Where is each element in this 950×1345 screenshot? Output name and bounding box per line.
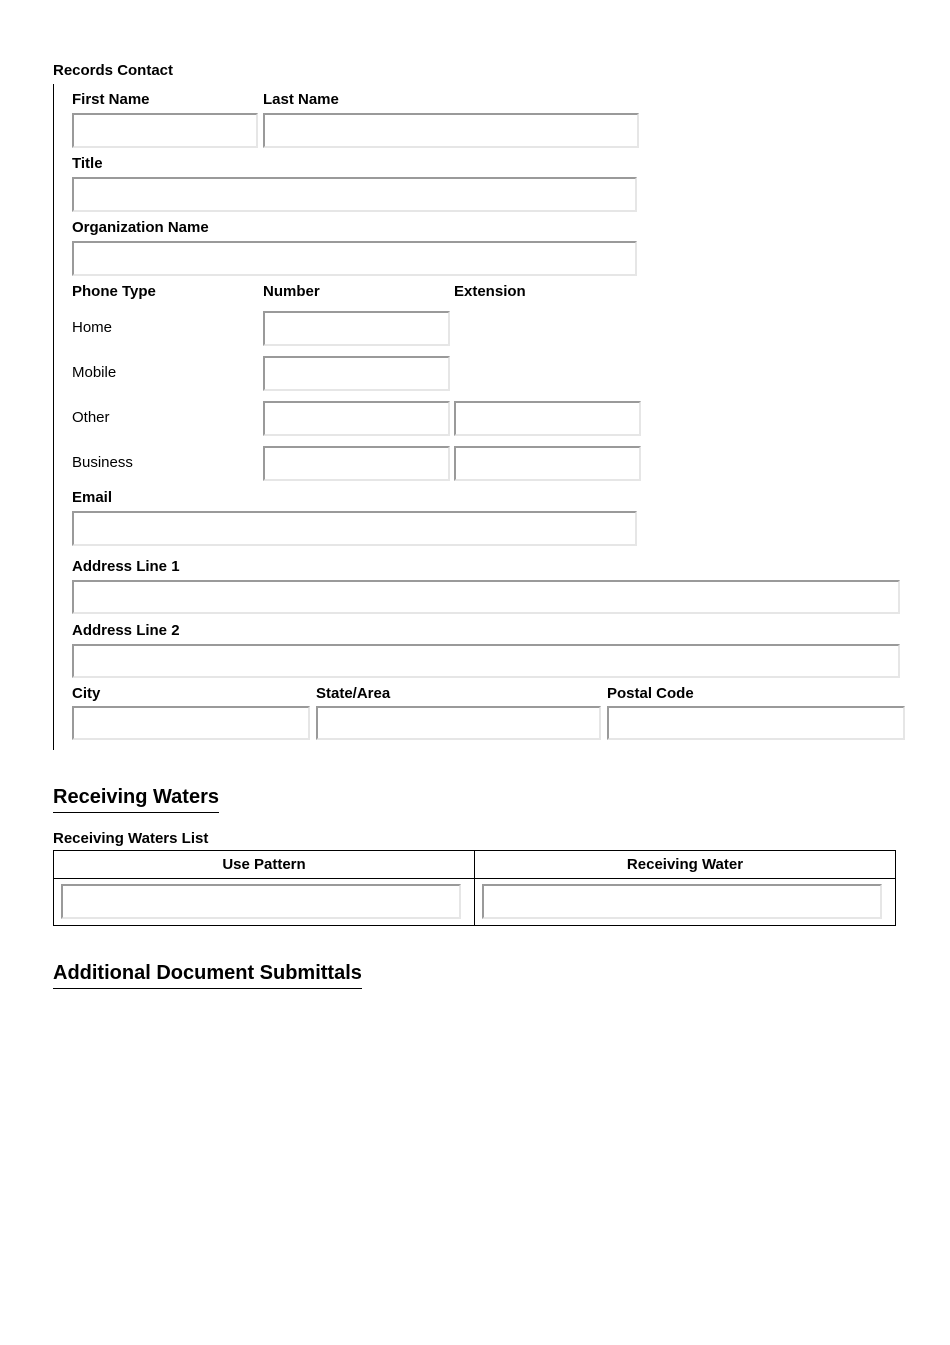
organization-name-input[interactable]: [72, 241, 637, 276]
first-name-label: First Name: [72, 91, 150, 108]
business-number-input[interactable]: [263, 446, 450, 481]
state-area-label: State/Area: [316, 685, 391, 702]
postal-code-input[interactable]: [607, 706, 905, 740]
home-number-input[interactable]: [263, 311, 450, 346]
phone-type-home: Home: [72, 319, 113, 336]
table-header-row: [54, 851, 896, 879]
receiving-water-cell: [475, 879, 896, 926]
records-contact-title: Records Contact: [53, 62, 174, 79]
first-name-input[interactable]: [72, 113, 258, 148]
address-line-2-label: Address Line 2: [72, 622, 180, 639]
receiving-waters-heading: Receiving Waters: [53, 785, 219, 813]
number-label: Number: [263, 283, 320, 300]
receiving-water-input[interactable]: [482, 884, 882, 919]
mobile-number-input[interactable]: [263, 356, 450, 391]
use-pattern-cell: [54, 879, 475, 926]
phone-type-other: Other: [72, 409, 110, 426]
address-line-2-input[interactable]: [72, 644, 900, 678]
email-input[interactable]: [72, 511, 637, 546]
additional-documents-heading: Additional Document Submittals: [53, 961, 362, 989]
title-input[interactable]: [72, 177, 637, 212]
other-number-input[interactable]: [263, 401, 450, 436]
receiving-water-column-header: Receiving Water: [475, 851, 896, 879]
receiving-waters-list-label: Receiving Waters List: [53, 830, 209, 847]
city-input[interactable]: [72, 706, 310, 740]
phone-type-label: Phone Type: [72, 283, 156, 300]
last-name-input[interactable]: [263, 113, 639, 148]
business-extension-input[interactable]: [454, 446, 641, 481]
other-extension-input[interactable]: [454, 401, 641, 436]
receiving-waters-table: [53, 850, 896, 926]
extension-label: Extension: [454, 283, 526, 300]
table-row: [54, 879, 896, 926]
use-pattern-column-header: Use Pattern: [54, 851, 475, 879]
address-line-1-label: Address Line 1: [72, 558, 180, 575]
use-pattern-input[interactable]: [61, 884, 461, 919]
organization-name-label: Organization Name: [72, 219, 209, 236]
city-label: City: [72, 685, 101, 702]
postal-code-label: Postal Code: [607, 685, 694, 702]
phone-type-business: Business: [72, 454, 133, 471]
phone-type-mobile: Mobile: [72, 364, 117, 381]
state-area-input[interactable]: [316, 706, 601, 740]
section-divider-line: [53, 84, 54, 750]
address-line-1-input[interactable]: [72, 580, 900, 614]
title-label: Title: [72, 155, 103, 172]
email-label: Email: [72, 489, 113, 506]
last-name-label: Last Name: [263, 91, 339, 108]
